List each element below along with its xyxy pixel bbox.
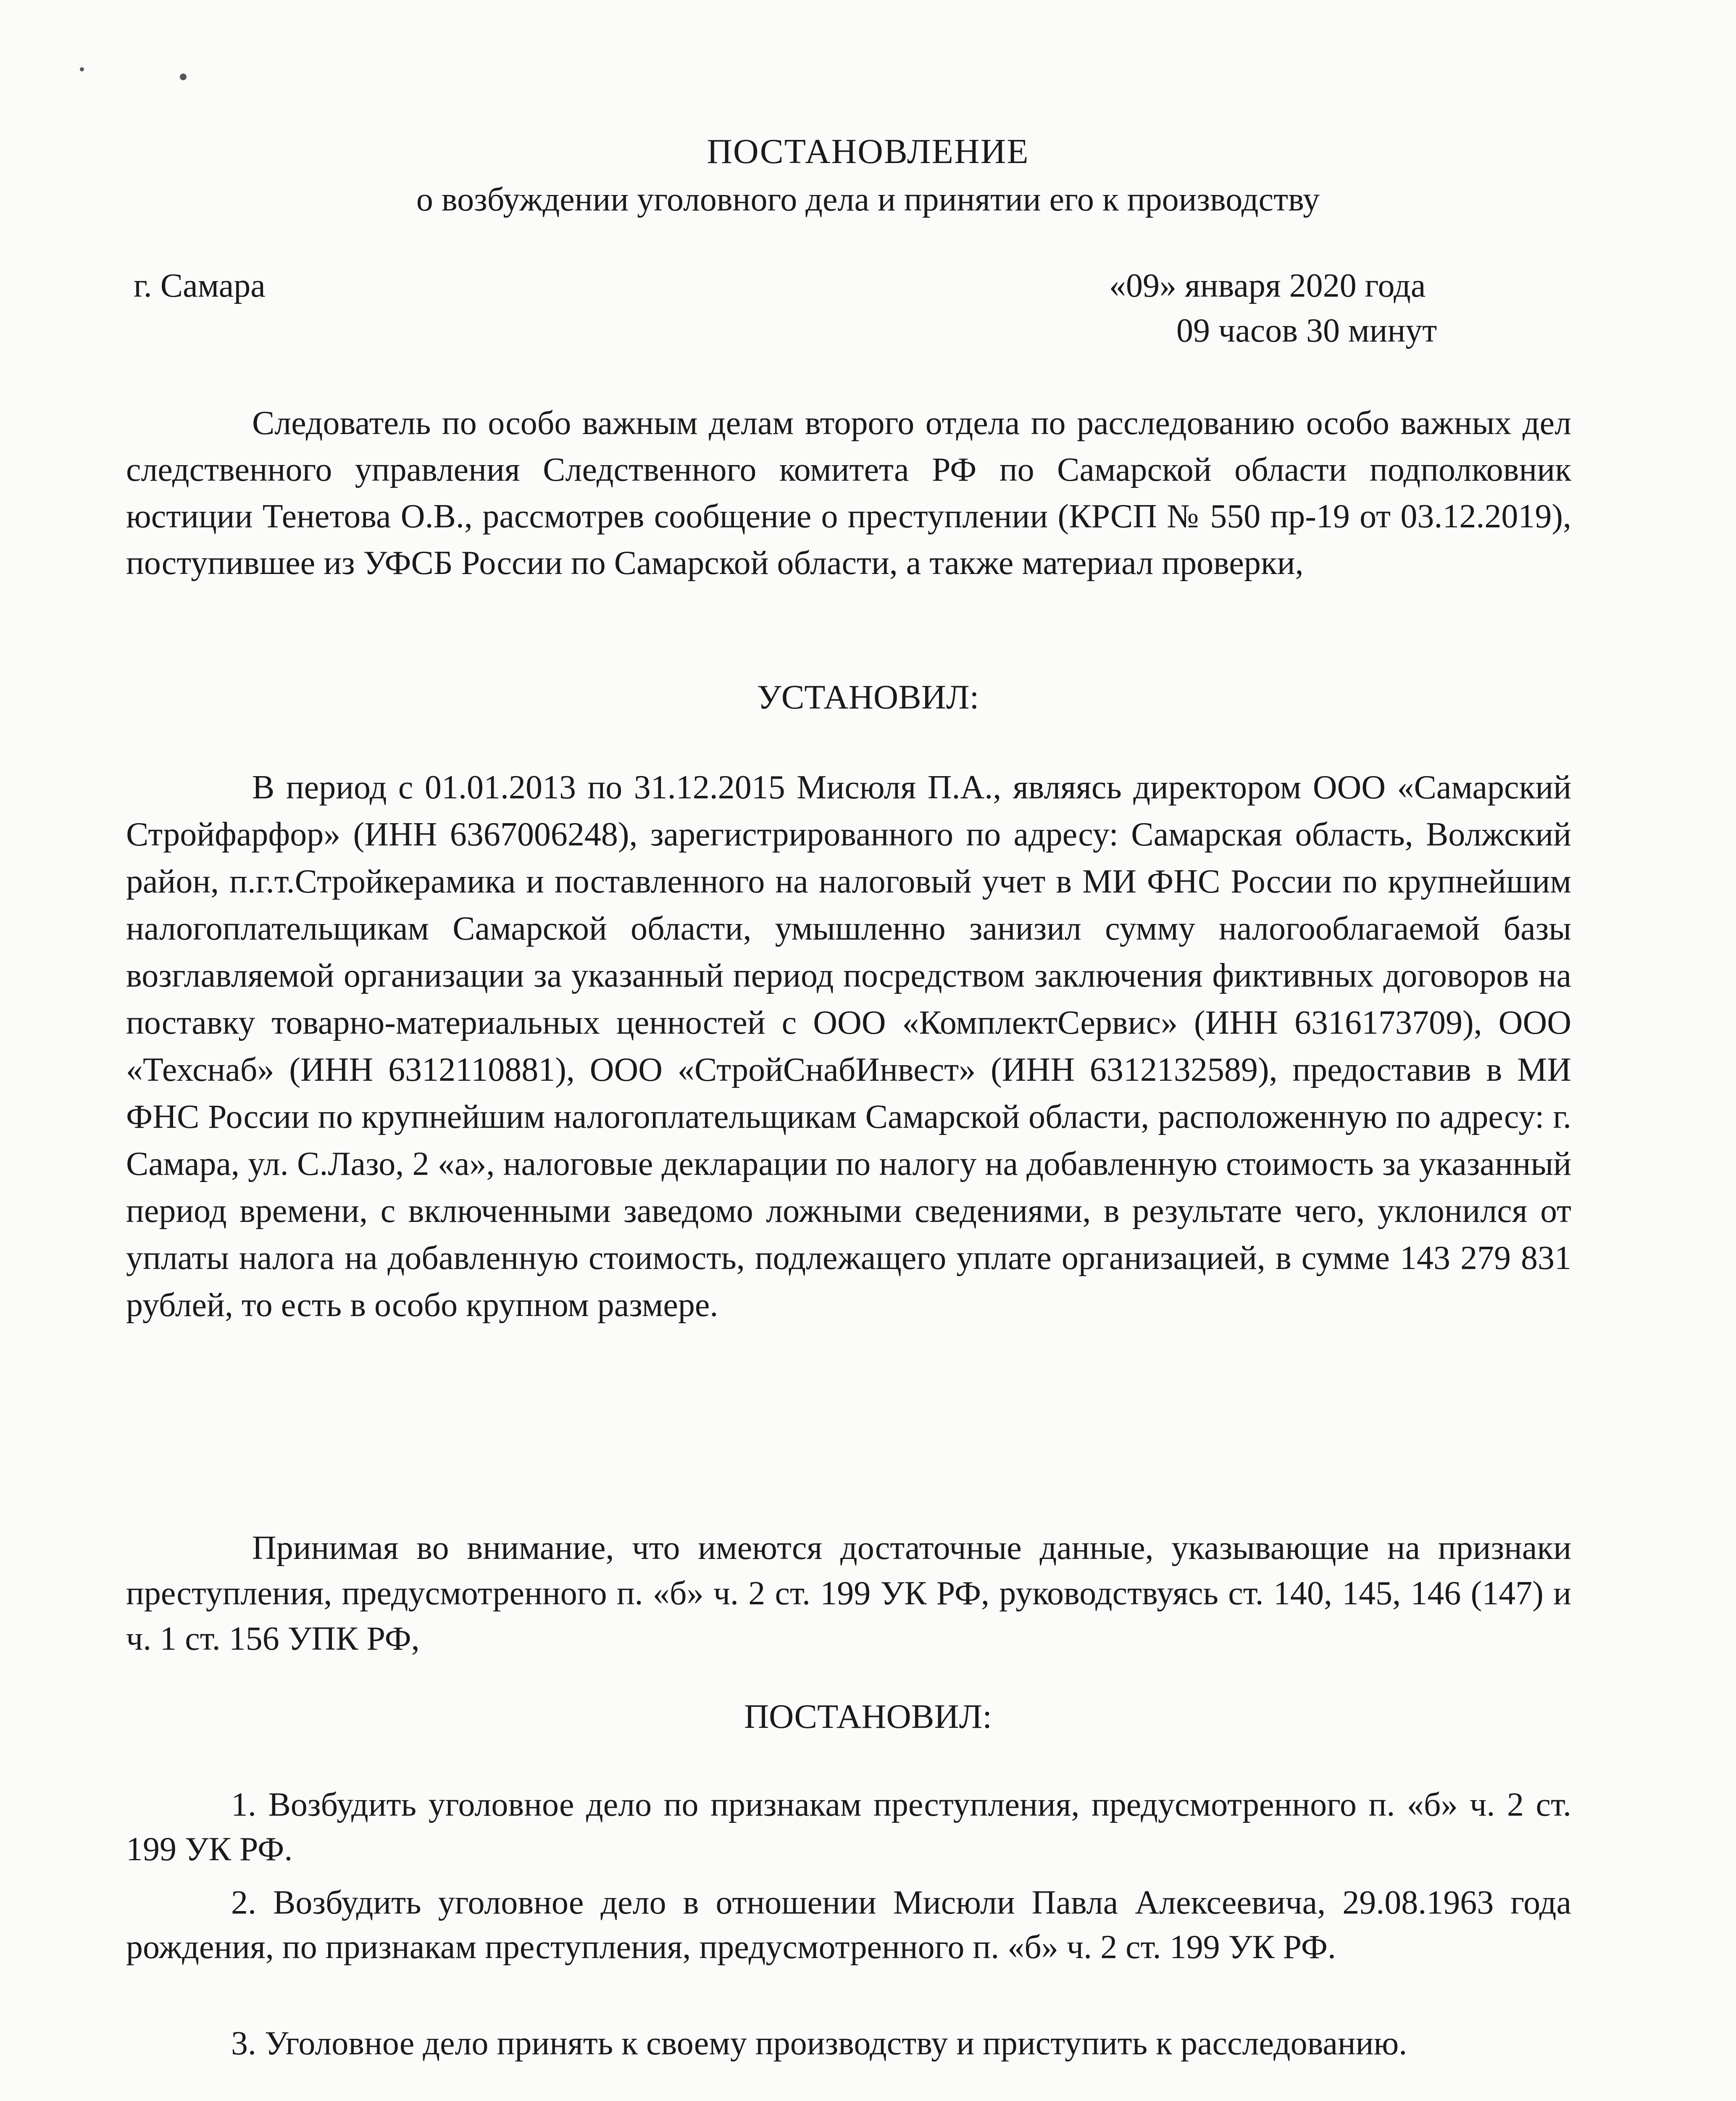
place-of-issue: г. Самара	[134, 267, 266, 304]
intro-paragraph: Следователь по особо важным делам второго отдела по расследованию особо важных дел следственного управления Следственного комитета РФ по Самарской области подполковник юстиции Тенетова О.В., рассмотрев сообщение о преступлении (КРСП № 550 пр-19 от 03.12.2019), поступившее из УФСБ России по Самарской области, а также материал проверки,	[126, 405, 1571, 582]
handwritten-signature	[966, 2084, 1555, 2101]
document-subtitle: о возбуждении уголовного дела и принятии его к производству	[416, 181, 1320, 218]
resolution-item-2: 2. Возбудить уголовное дело в отношении Мисюли Павла Алексеевича, 29.08.1963 года рождения, по признакам преступления, предусмотренного п. «б» ч. 2 ст. 199 УК РФ.	[126, 1884, 1571, 1966]
heading-resolved: ПОСТАНОВИЛ:	[744, 1697, 992, 1735]
resolution-item-1: 1. Возбудить уголовное дело по признакам преступления, предусмотренного п. «б» ч. 2 ст. 199 УК РФ.	[126, 1786, 1571, 1868]
scan-speck	[80, 67, 84, 71]
established-paragraph: В период с 01.01.2013 по 31.12.2015 Мисюля П.А., являясь директором ООО «Самарский Стройфарфор» (ИНН 6367006248), зарегистрированного по адресу: Самарская область, Волжский район, п.г.т.Стройкерамика и поставленного на налоговый учет в МИ ФНС России по крупнейшим налогоплательщикам Самарской области, умышленно занизил сумму налогооблагаемой базы возглавляемой организации за указанный период посредством заключения фиктивных договоров на поставку товарно-материальных ценностей с ООО «КомплектСервис» (ИНН 6316173709), ООО «Техснаб» (ИНН 6312110881), ООО «СтройСнабИнвест» (ИНН 6312132589), предоставив в МИ ФНС России по крупнейшим налогоплательщикам Самарской области, расположенную по адресу: г. Самара, ул. С.Лазо, 2 «а», налоговые декларации по налогу на добавленную стоимость за указанный период времени, с включенными заведомо ложными сведениями, в результате чего, уклонился от уплаты налога на добавленную стоимость, подлежащего уплате организацией, в сумме 143 279 831 рублей, то есть в особо крупном размере.	[126, 769, 1571, 1324]
considering-paragraph: Принимая во внимание, что имеются достаточные данные, указывающие на признаки преступления, предусмотренного п. «б» ч. 2 ст. 199 УК РФ, руководствуясь ст. 140, 145, 146 (147) и ч. 1 ст. 156 УПК РФ,	[126, 1530, 1571, 1657]
document-title: ПОСТАНОВЛЕНИЕ	[707, 132, 1029, 171]
heading-established: УСТАНОВИЛ:	[757, 678, 979, 716]
resolution-item-3: 3. Уголовное дело принять к своему производству и приступить к расследованию.	[231, 2025, 1407, 2062]
issue-time: 09 часов 30 минут	[1176, 312, 1437, 349]
issue-date: «09» января 2020 года	[1109, 267, 1426, 304]
scan-speck	[180, 74, 187, 80]
